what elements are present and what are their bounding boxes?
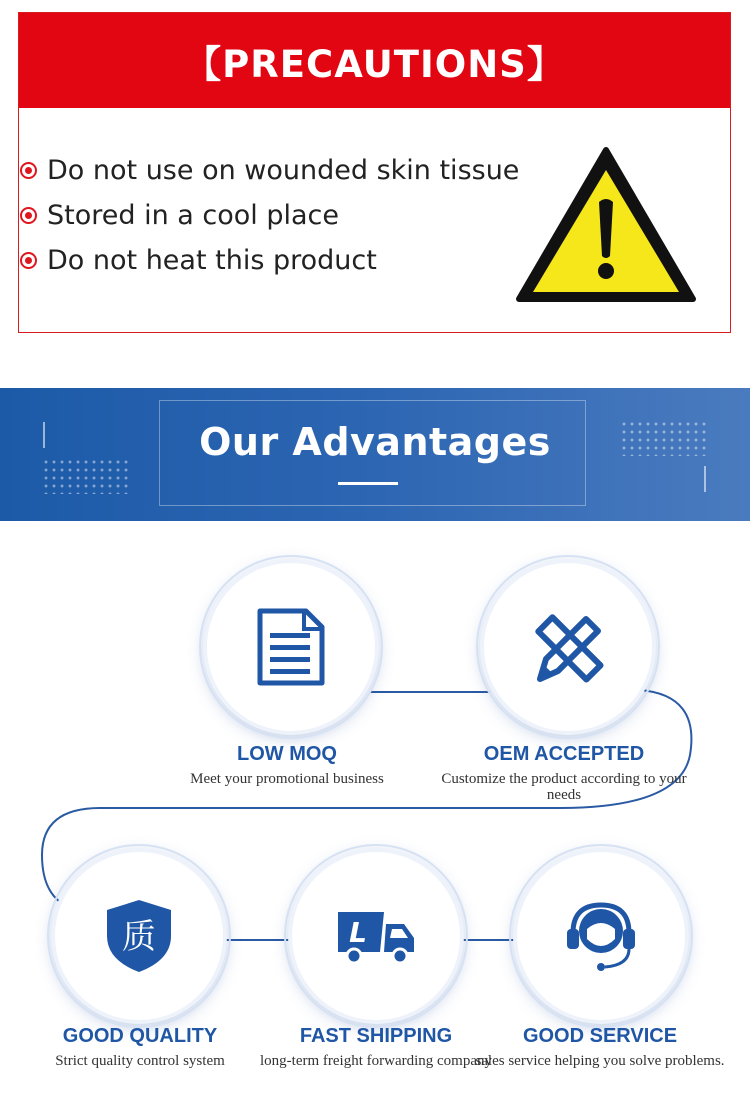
truck-icon xyxy=(336,906,416,966)
precaution-text: Do not heat this product xyxy=(47,245,377,276)
advantage-desc: Strict quality control system xyxy=(55,1053,225,1069)
bullet-icon xyxy=(20,252,37,269)
decorative-line xyxy=(704,466,706,492)
headset-support-icon xyxy=(565,899,637,973)
banner-underline xyxy=(338,482,398,485)
document-icon xyxy=(256,607,326,687)
advantage-desc: Meet your promotional business xyxy=(190,771,384,787)
precaution-item xyxy=(20,193,519,238)
banner-title: Our Advantages xyxy=(199,420,551,464)
advantage-desc: Customize the product according to your needs xyxy=(441,771,687,803)
advantage-oem-circle xyxy=(484,563,652,731)
advantage-title: GOOD QUALITY xyxy=(62,1025,218,1047)
precautions-header xyxy=(19,13,730,108)
advantage-desc: sales service helping you solve problems. xyxy=(475,1053,725,1069)
bullet-icon xyxy=(20,162,37,179)
precaution-item xyxy=(20,238,519,283)
advantage-service-circle xyxy=(517,852,685,1020)
advantage-title: LOW MOQ xyxy=(237,743,337,765)
advantages-banner xyxy=(0,388,750,521)
warning-icon xyxy=(515,146,697,304)
truck-logo-text: L xyxy=(349,916,367,949)
advantage-quality-circle xyxy=(55,852,223,1020)
pencil-ruler-icon xyxy=(528,607,608,687)
precautions-title: 【PRECAUTIONS】 xyxy=(184,42,565,86)
advantage-desc: long-term freight forwarding company xyxy=(259,1053,492,1069)
precaution-text: Do not use on wounded skin tissue xyxy=(47,155,520,186)
quality-shield-icon xyxy=(105,898,173,974)
advantage-title: FAST SHIPPING xyxy=(299,1025,453,1047)
bullet-icon xyxy=(20,207,37,224)
advantage-shipping-circle xyxy=(292,852,460,1020)
advantage-low-moq-circle xyxy=(207,563,375,731)
precautions-list xyxy=(20,148,519,283)
quality-shield-text: 质 xyxy=(122,917,156,957)
precaution-item xyxy=(20,148,519,193)
precaution-text: Stored in a cool place xyxy=(47,200,340,231)
advantage-title: GOOD SERVICE xyxy=(522,1025,678,1047)
advantage-title: OEM ACCEPTED xyxy=(483,743,645,765)
